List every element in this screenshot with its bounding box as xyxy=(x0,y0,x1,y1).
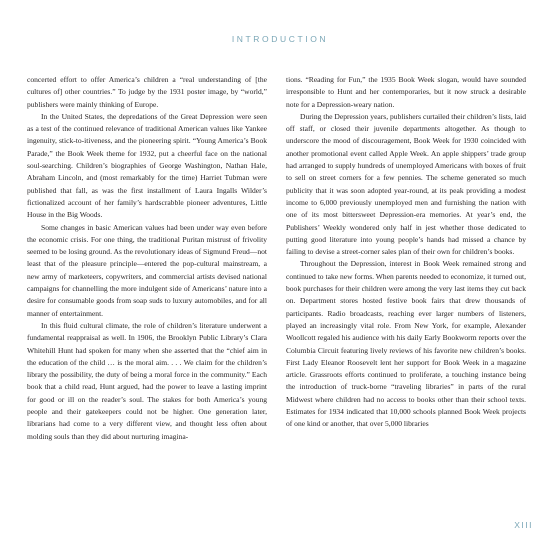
right-text-column xyxy=(286,74,526,431)
paragraph: Throughout the Depression, interest in Book Week remained strong and continued to take new forms. When parents needed to economize, it turned out, book purchases for their children were among the very last items they cut back on. Department stores hosted festive book fairs that drew thousands of participants. Radio broadcasts, reaching ever larger numbers of listeners, played an increasingly vital role. From New York, for example, Alexander Woollcott regaled his audience with his daily Early Bookworm reports over the Columbia Circuit featuring lively reviews of his favorite new children’s books. First Lady Eleanor Roosevelt lent her support for Book Week in a magazine article. Grassroots efforts continued to proliferate, a touching instance being the introduction of truck-borne “traveling libraries” in parts of the rural Midwest where children had no access to books other than their school texts. Estimates for 1934 indicated that 10,000 schools planned Book Week projects of one kind or another, that over 5,000 libraries xyxy=(286,259,526,429)
paragraph: During the Depression years, publishers curtailed their children’s lists, laid off staff, or closed their juvenile departments altogether. As though to underscore the mood of discouragement, Book Week for 1930 coincided with another promotional event called Apple Week. An apple shippers’ trade group had arranged to supply hundreds of unemployed Americans with boxes of fruit to sell on street corners for a few pennies. The scheme generated so much publicity that it was soon adopted year-round, at its peak providing a modest income to 6,000 previously unemployed men and furnishing the nation with one of its most bittersweet Depression-era memories. At year’s end, the Publishers’ Weekly wondered only half in jest whether those dedicated to putting good literature into young people’s hands had missed a chance by failing to devise a street-corner sales plan of their own for children’s books. xyxy=(286,111,526,257)
paragraph: In the United States, the depredations of the Great Depression were seen as a test of the continued relevance of traditional American values like Yankee ingenuity, stick-to-itiveness, and the pioneering spirit. “Young America’s Book Parade,” the Book Week theme for 1932, put a cheerful face on the national soul-searching. Children’s biographies of George Washington, Nathan Hale, Abraham Lincoln, and (most remarkably for the time) Harriet Tubman were published that fall, as was the first installment of Laura Ingalls Wilder’s fictionalized account of her family’s hardscrabble pioneer adventures, Little House in the Big Woods. xyxy=(27,111,267,220)
paragraph: tions. “Reading for Fun,” the 1935 Book Week slogan, would have sounded irresponsible to Hunt and her contemporaries, but it now struck a desirable note for a Depression-weary nation. xyxy=(286,75,526,109)
paragraph: Some changes in basic American values had been under way even before the economic crisis. For one thing, the traditional Puritan mistrust of frivolity seemed to be losing ground. As the revolutionary ideas of Sigmund Freud—not least that of the pleasure principle—entered the pop-cultural mainstream, a new army of marketeers, copywriters, and commercial artists devised national campaigns for channelling the more indulgent side of Americans’ nature into a desire for consumable goods from soap suds to luxury automobiles, and for all manner of entertainment. xyxy=(27,222,267,318)
paragraph: concerted effort to offer America’s children a “real understanding of [the cultures of] other countries.” To judge by the 1931 poster image, by “world,” publishers were mainly thinking of Europe. xyxy=(27,75,267,109)
running-header: INTRODUCTION xyxy=(231,34,329,44)
left-text-column xyxy=(27,74,267,443)
paragraph: In this fluid cultural climate, the role of children’s literature underwent a fundamental reappraisal as well. In 1906, the Brooklyn Public Library’s Clara Whitehill Hunt had spoken for many when she asserted that the “chief aim in the education of the child … is the moral aim. . . . We claim for the children’s library the possibility, the duty of being a moral force in the community.” Each book that a child read, Hunt argued, had the power to leave a lasting imprint for good or ill on the reader’s soul. The stakes for both America’s young people and their gatekeepers could not be higher. One generation later, librarians had come to a very different view, and thought less often about molding souls than they did about nurturing imagina- xyxy=(27,320,267,441)
page-number: XIII xyxy=(514,520,533,530)
